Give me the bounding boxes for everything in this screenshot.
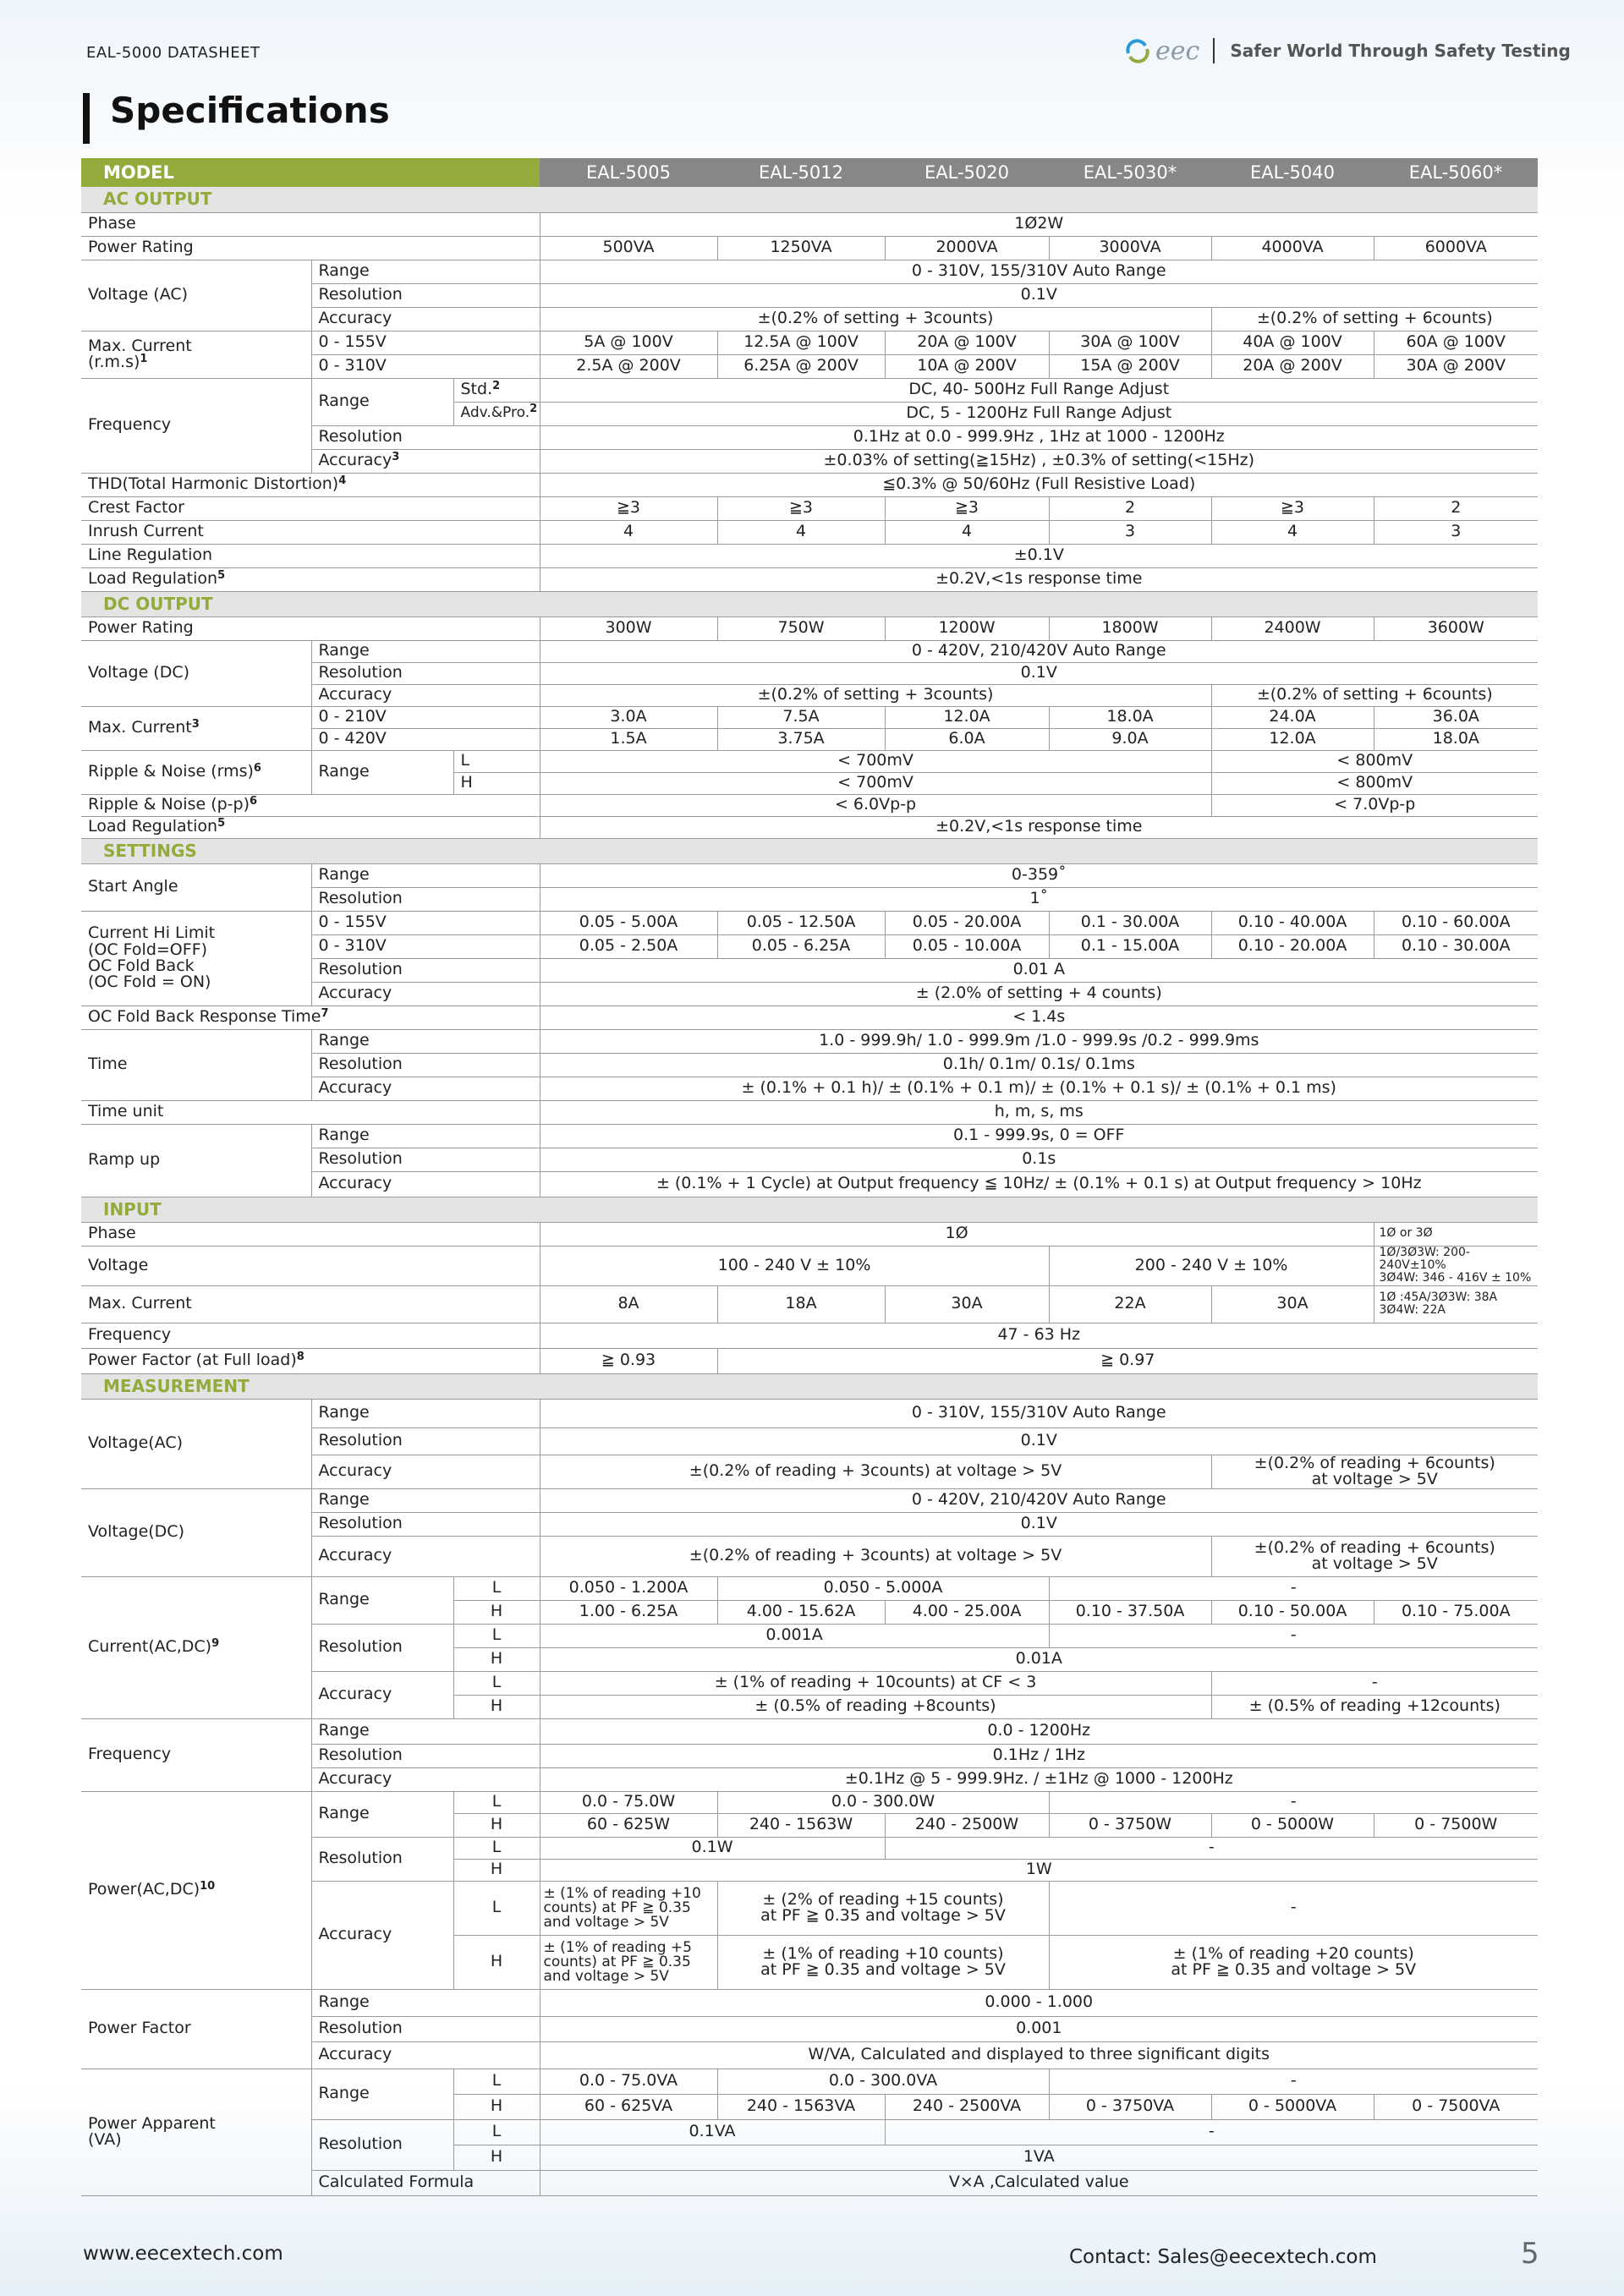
dash: -	[885, 2119, 1538, 2145]
input-pf-b: ≧ 0.97	[717, 1348, 1538, 1373]
start-angle-label: Start Angle	[81, 863, 311, 911]
meas-vac-accuracy-a: ±(0.2% of reading + 3counts) at voltage > 5V	[540, 1455, 1211, 1488]
ripple-rms-h-a: < 700mV	[540, 772, 1211, 794]
cell-value: 20A @ 100V	[885, 331, 1049, 354]
meas-freq-label: Frequency	[81, 1718, 311, 1791]
cell-value: ≧3	[540, 496, 717, 520]
range-label: Range	[311, 1989, 540, 2016]
input-voltage-c: 1Ø/3Ø3W: 200-240V±10% 3Ø4W: 346 - 416V ± 10%	[1374, 1246, 1538, 1285]
freq-std-value: DC, 40- 500Hz Full Range Adjust	[540, 378, 1538, 402]
meas-power-acc-h1: ± (1% of reading +5 counts) at PF ≧ 0.35 and voltage > 5V	[540, 1935, 717, 1989]
l-label: L	[453, 1791, 540, 1813]
meas-power-res-h: 1W	[540, 1859, 1538, 1881]
cell-value: 0.10 - 30.00A	[1374, 934, 1538, 958]
cell-value: 24.0A	[1211, 706, 1374, 728]
cell-value: ≧3	[717, 496, 885, 520]
range-label: Range	[311, 863, 540, 887]
dc-voltage-accuracy-b: ±(0.2% of setting + 6counts)	[1211, 684, 1538, 706]
thd-value: ≦0.3% @ 50/60Hz (Full Resistive Load)	[540, 473, 1538, 496]
resolution-label: Resolution	[311, 958, 540, 982]
crest-factor-label: Crest Factor	[81, 496, 540, 520]
cell-value: 3.0A	[540, 706, 717, 728]
time-unit-value: h, m, s, ms	[540, 1100, 1538, 1124]
cell-value: 240 - 1563W	[717, 1813, 885, 1837]
cell-value: 240 - 2500W	[885, 1813, 1049, 1837]
range-label: Range	[311, 1399, 540, 1427]
section-ac-output: AC OUTPUT	[81, 187, 1538, 212]
cell-value: 2000VA	[885, 236, 1049, 260]
meas-power-acc-l2: ± (2% of reading +15 counts) at PF ≧ 0.35 and voltage > 5V	[717, 1881, 1049, 1935]
dash: -	[1049, 1624, 1538, 1647]
meas-pf-label: Power Factor	[81, 1989, 311, 2069]
oc-response-value: < 1.4s	[540, 1006, 1538, 1029]
cell-value: 60A @ 100V	[1374, 331, 1538, 354]
model-name: EAL-5012	[717, 158, 885, 187]
ac-voltage-resolution: 0.1V	[540, 283, 1538, 307]
cell-value: 0.10 - 75.00A	[1374, 1600, 1538, 1624]
range-label: Range	[311, 640, 540, 662]
dc-voltage-range: 0 - 420V, 210/420V Auto Range	[540, 640, 1538, 662]
cell-value: 6000VA	[1374, 236, 1538, 260]
cell-value: 3600W	[1374, 616, 1538, 640]
dc-load-regulation-value: ±0.2V,<1s response time	[540, 816, 1538, 838]
meas-current-res-h: 0.01A	[540, 1647, 1538, 1671]
current-limit-accuracy: ± (2.0% of setting + 4 counts)	[540, 982, 1538, 1006]
range-label: Range	[311, 750, 453, 794]
cell-value: 60 - 625VA	[540, 2094, 717, 2119]
l-label: L	[453, 1671, 540, 1695]
range-label: Range	[311, 1029, 540, 1053]
brand-tagline: Safer World Through Safety Testing	[1230, 41, 1571, 61]
footer-website: www.eecextech.com	[83, 2243, 283, 2265]
meas-power-acc-h2: ± (1% of reading +10 counts) at PF ≧ 0.35 and voltage > 5V	[717, 1935, 1049, 1989]
cell-value: 3.75A	[717, 728, 885, 750]
cell-value: 1800W	[1049, 616, 1211, 640]
meas-power-range-l2: 0.0 - 300.0W	[717, 1791, 1049, 1813]
h-label: H	[453, 2145, 540, 2170]
dc-current-range-210: 0 - 210V	[311, 706, 540, 728]
ac-frequency-label: Frequency	[81, 378, 311, 473]
h-label: H	[453, 2094, 540, 2119]
resolution-label: Resolution	[311, 1512, 540, 1536]
time-range: 1.0 - 999.9h/ 1.0 - 999.9m /1.0 - 999.9s /0.2 - 999.9ms	[540, 1029, 1538, 1053]
resolution-label: Resolution	[311, 662, 540, 684]
meas-pf-accuracy: W/VA, Calculated and displayed to three significant digits	[540, 2041, 1538, 2069]
model-name: EAL-5040	[1211, 158, 1374, 187]
accuracy-label: Accuracy$^3$	[311, 449, 540, 473]
start-angle-resolution: 1˚	[540, 887, 1538, 911]
cell-value: 0.05 - 20.00A	[885, 911, 1049, 934]
resolution-label: Resolution	[311, 425, 540, 449]
time-unit-label: Time unit	[81, 1100, 540, 1124]
meas-current-acc-h-b: ± (0.5% of reading +12counts)	[1211, 1695, 1538, 1718]
cell-value: 0 - 5000W	[1211, 1813, 1374, 1837]
range-label: Range	[311, 2069, 453, 2119]
cell-value: 4	[885, 520, 1049, 544]
input-pf-label: Power Factor (at Full load)$^8$	[81, 1348, 540, 1373]
dash: -	[1049, 2069, 1538, 2094]
cell-value: 4	[717, 520, 885, 544]
page-title: Specifications	[110, 90, 390, 131]
dc-voltage-accuracy-a: ±(0.2% of setting + 3counts)	[540, 684, 1211, 706]
cell-value: 4	[540, 520, 717, 544]
model-label: MODEL	[81, 158, 540, 187]
meas-vac-resolution: 0.1V	[540, 1427, 1538, 1455]
range-label: Range	[311, 1488, 540, 1512]
meas-vac-accuracy-b: ±(0.2% of reading + 6counts) at voltage > 5V	[1211, 1455, 1538, 1488]
cell-value: 0.10 - 37.50A	[1049, 1600, 1211, 1624]
resolution-label: Resolution	[311, 1744, 540, 1767]
cell-value: 12.5A @ 100V	[717, 331, 885, 354]
input-voltage-b: 200 - 240 V ± 10%	[1049, 1246, 1374, 1285]
cell-value: 1200W	[885, 616, 1049, 640]
range-label: Range	[311, 378, 453, 425]
cell-value: 1.5A	[540, 728, 717, 750]
ac-voltage-accuracy-a: ±(0.2% of setting + 3counts)	[540, 307, 1211, 331]
cell-value: 0.05 - 2.50A	[540, 934, 717, 958]
model-header-row	[81, 158, 1538, 187]
cell-value: 18.0A	[1374, 728, 1538, 750]
freq-adv-label: Adv.&Pro.$^2$	[453, 402, 540, 425]
input-phase-b: 1Ø or 3Ø	[1374, 1222, 1538, 1246]
time-label: Time	[81, 1029, 311, 1100]
cell-value: 4000VA	[1211, 236, 1374, 260]
cell-value: 0.10 - 20.00A	[1211, 934, 1374, 958]
cell-value: 750W	[717, 616, 885, 640]
dash: -	[1211, 1671, 1538, 1695]
meas-vdc-range: 0 - 420V, 210/420V Auto Range	[540, 1488, 1538, 1512]
cell-value: 22A	[1049, 1285, 1211, 1323]
cell-value: 1250VA	[717, 236, 885, 260]
cell-value: 30A	[1211, 1285, 1374, 1323]
meas-vdc-resolution: 0.1V	[540, 1512, 1538, 1536]
freq-adv-value: DC, 5 - 1200Hz Full Range Adjust	[540, 402, 1538, 425]
ac-phase-label: Phase	[81, 212, 540, 236]
h-label: H	[453, 772, 540, 794]
accuracy-label: Accuracy	[311, 1536, 540, 1576]
resolution-label: Resolution	[311, 1837, 453, 1881]
range-label: Range	[311, 1576, 453, 1624]
page-number: 5	[1521, 2237, 1539, 2271]
footer-contact: Contact: Sales@eecextech.com	[1069, 2246, 1377, 2268]
cell-value: 0.1 - 30.00A	[1049, 911, 1211, 934]
cell-value: 0.10 - 60.00A	[1374, 911, 1538, 934]
section-input: INPUT	[81, 1197, 1538, 1222]
cell-value: 0.10 - 50.00A	[1211, 1600, 1374, 1624]
eec-logo-icon	[1125, 38, 1150, 63]
input-voltage-a: 100 - 240 V ± 10%	[540, 1246, 1049, 1285]
dash: -	[885, 1837, 1538, 1859]
cell-value: 9.0A	[1049, 728, 1211, 750]
cell-value: 500VA	[540, 236, 717, 260]
section-settings: SETTINGS	[81, 838, 1538, 863]
cell-value: 4	[1211, 520, 1374, 544]
cell-value: 12.0A	[885, 706, 1049, 728]
l-label: L	[453, 1837, 540, 1859]
ac-current-range-310: 0 - 310V	[311, 354, 540, 378]
cell-value: 0.05 - 12.50A	[717, 911, 885, 934]
accuracy-label: Accuracy	[311, 1881, 453, 1989]
resolution-label: Resolution	[311, 1624, 453, 1671]
ramp-accuracy: ± (0.1% + 1 Cycle) at Output frequency ≦ 10Hz/ ± (0.1% + 0.1 s) at Output frequency > 10Hz	[540, 1171, 1538, 1197]
resolution-label: Resolution	[311, 2016, 540, 2041]
cell-value: 3	[1374, 520, 1538, 544]
model-name: EAL-5020	[885, 158, 1049, 187]
ripple-rms-l-b: < 800mV	[1211, 750, 1538, 772]
spec-table	[81, 158, 1538, 2196]
cell-value: 4.00 - 25.00A	[885, 1600, 1049, 1624]
setting-range-310: 0 - 310V	[311, 934, 540, 958]
cell-value: 2400W	[1211, 616, 1374, 640]
h-label: H	[453, 1647, 540, 1671]
cell-value: 5A @ 100V	[540, 331, 717, 354]
input-frequency-value: 47 - 63 Hz	[540, 1323, 1538, 1348]
meas-power-acc-l1: ± (1% of reading +10 counts) at PF ≧ 0.35 and voltage > 5V	[540, 1881, 717, 1935]
cell-value: 30A	[885, 1285, 1049, 1323]
meas-vdc-accuracy-b: ±(0.2% of reading + 6counts) at voltage > 5V	[1211, 1536, 1538, 1576]
cell-value: 0 - 7500VA	[1374, 2094, 1538, 2119]
accuracy-label: Accuracy	[311, 1767, 540, 1791]
accuracy-label: Accuracy	[311, 1455, 540, 1488]
cell-value: 0.05 - 10.00A	[885, 934, 1049, 958]
cell-value: 0.10 - 40.00A	[1211, 911, 1374, 934]
time-accuracy: ± (0.1% + 0.1 h)/ ± (0.1% + 0.1 m)/ ± (0.1% + 0.1 s)/ ± (0.1% + 0.1 ms)	[540, 1077, 1538, 1100]
meas-freq-accuracy: ±0.1Hz @ 5 - 999.9Hz. / ±1Hz @ 1000 - 1200Hz	[540, 1767, 1538, 1791]
cell-value: ≧3	[1211, 496, 1374, 520]
dash: -	[1049, 1791, 1538, 1813]
cell-value: 6.0A	[885, 728, 1049, 750]
current-limit-label: Current Hi Limit (OC Fold=OFF) OC Fold Back (OC Fold = ON)	[81, 911, 311, 1006]
range-label: Range	[311, 1718, 540, 1744]
ripple-rms-l-a: < 700mV	[540, 750, 1211, 772]
ac-max-current-label: Max. Current $(r.m.s)^1$	[81, 331, 311, 378]
cell-value: 240 - 1563VA	[717, 2094, 885, 2119]
ac-voltage-range: 0 - 310V, 155/310V Auto Range	[540, 260, 1538, 283]
cell-value: 8A	[540, 1285, 717, 1323]
ripple-rms-label: Ripple & Noise (rms)$^6$	[81, 750, 311, 794]
dash: -	[1049, 1881, 1538, 1935]
dc-load-regulation-label: Load Regulation$^5$	[81, 816, 540, 838]
line-regulation-label: Line Regulation	[81, 544, 540, 567]
accuracy-label: Accuracy	[311, 982, 540, 1006]
ac-voltage-accuracy-b: ±(0.2% of setting + 6counts)	[1211, 307, 1538, 331]
ripple-pp-a: < 6.0Vp-p	[540, 794, 1211, 816]
freq-std-label: Std.$^2$	[453, 378, 540, 402]
meas-power-label: $Power(AC,DC)^{10}$	[81, 1791, 311, 1989]
range-label: Range	[311, 260, 540, 283]
cell-value: 30A @ 100V	[1049, 331, 1211, 354]
meas-current-range-l2: 0.050 - 5.000A	[717, 1576, 1049, 1600]
cell-value: 6.25A @ 200V	[717, 354, 885, 378]
h-label: H	[453, 1695, 540, 1718]
meas-current-range-l1: 0.050 - 1.200A	[540, 1576, 717, 1600]
l-label: L	[453, 1576, 540, 1600]
h-label: H	[453, 1600, 540, 1624]
input-max-current-label: Max. Current	[81, 1285, 540, 1323]
dc-voltage-resolution: 0.1V	[540, 662, 1538, 684]
l-label: L	[453, 750, 540, 772]
h-label: H	[453, 1935, 540, 1989]
meas-va-formula: V×A ,Calculated value	[540, 2170, 1538, 2195]
cell-value: 7.5A	[717, 706, 885, 728]
ac-current-range-155: 0 - 155V	[311, 331, 540, 354]
cell-value: 4.00 - 15.62A	[717, 1600, 885, 1624]
range-label: Range	[311, 1124, 540, 1148]
ac-load-regulation-value: ±0.2V,<1s response time	[540, 567, 1538, 591]
meas-current-res-l: 0.001A	[540, 1624, 1049, 1647]
input-frequency-label: Frequency	[81, 1323, 540, 1348]
brand-name: eec	[1155, 36, 1200, 66]
section-dc-output: DC OUTPUT	[81, 591, 1538, 616]
cell-value: 3000VA	[1049, 236, 1211, 260]
cell-value: 0.05 - 5.00A	[540, 911, 717, 934]
current-limit-resolution: 0.01 A	[540, 958, 1538, 982]
meas-va-res-l: 0.1VA	[540, 2119, 885, 2145]
cell-value: 10A @ 200V	[885, 354, 1049, 378]
input-voltage-label: Voltage	[81, 1246, 540, 1285]
meas-power-acc-h3: ± (1% of reading +20 counts) at PF ≧ 0.35 and voltage > 5V	[1049, 1935, 1538, 1989]
l-label: L	[453, 1624, 540, 1647]
doc-header-title: EAL-5000 DATASHEET	[86, 44, 261, 62]
dc-max-current-label: Max. Current$^3$	[81, 706, 311, 750]
cell-value: 18A	[717, 1285, 885, 1323]
meas-freq-range: 0.0 - 1200Hz	[540, 1718, 1538, 1744]
dc-voltage-label: Voltage (DC)	[81, 640, 311, 706]
ripple-rms-h-b: < 800mV	[1211, 772, 1538, 794]
cell-value: 3	[1049, 520, 1211, 544]
model-name: EAL-5060*	[1374, 158, 1538, 187]
brand-divider	[1213, 38, 1215, 63]
brand-logo	[1125, 34, 1571, 68]
meas-vac-label: Voltage(AC)	[81, 1399, 311, 1488]
cell-value: 1.00 - 6.25A	[540, 1600, 717, 1624]
range-label: Range	[311, 1791, 453, 1837]
line-regulation-value: ±0.1V	[540, 544, 1538, 567]
cell-value: 2.5A @ 200V	[540, 354, 717, 378]
meas-va-formula-label: Calculated Formula	[311, 2170, 540, 2195]
resolution-label: Resolution	[311, 887, 540, 911]
resolution-label: Resolution	[311, 1053, 540, 1077]
meas-power-res-l: 0.1W	[540, 1837, 885, 1859]
cell-value: 2	[1374, 496, 1538, 520]
resolution-label: Resolution	[311, 1427, 540, 1455]
resolution-label: Resolution	[311, 283, 540, 307]
ripple-pp-label: Ripple & Noise $(p-p)^6$	[81, 794, 540, 816]
start-angle-range: 0-359˚	[540, 863, 1538, 887]
meas-vdc-accuracy-a: ±(0.2% of reading + 3counts) at voltage > 5V	[540, 1536, 1211, 1576]
meas-va-range-l1: 0.0 - 75.0VA	[540, 2069, 717, 2094]
cell-value: 15A @ 200V	[1049, 354, 1211, 378]
cell-value: 0 - 5000VA	[1211, 2094, 1374, 2119]
cell-value: 60 - 625W	[540, 1813, 717, 1837]
meas-vac-range: 0 - 310V, 155/310V Auto Range	[540, 1399, 1538, 1427]
cell-value: 0.05 - 6.25A	[717, 934, 885, 958]
dash: -	[1049, 1576, 1538, 1600]
resolution-label: Resolution	[311, 2119, 453, 2170]
input-max-current-c: 1Ø :45A/3Ø3W: 38A 3Ø4W: 22A	[1374, 1285, 1538, 1323]
cell-value: 0.1 - 15.00A	[1049, 934, 1211, 958]
meas-freq-resolution: 0.1Hz / 1Hz	[540, 1744, 1538, 1767]
meas-va-res-h: 1VA	[540, 2145, 1538, 2170]
oc-response-label: OC Fold Back Response Time$^7$	[81, 1006, 540, 1029]
ramp-range: 0.1 - 999.9s, 0 = OFF	[540, 1124, 1538, 1148]
cell-value: 30A @ 200V	[1374, 354, 1538, 378]
cell-value: 0 - 3750VA	[1049, 2094, 1211, 2119]
model-name: EAL-5005	[540, 158, 717, 187]
cell-value: 12.0A	[1211, 728, 1374, 750]
ac-power-rating-label: Power Rating	[81, 236, 540, 260]
meas-current-acc-h-a: ± (0.5% of reading +8counts)	[540, 1695, 1211, 1718]
meas-current-acc-l: ± (1% of reading + 10counts) at CF < 3	[540, 1671, 1211, 1695]
l-label: L	[453, 2119, 540, 2145]
h-label: H	[453, 1859, 540, 1881]
cell-value: 20A @ 200V	[1211, 354, 1374, 378]
thd-label: THD(Total Harmonic Distortion)$^4$	[81, 473, 540, 496]
ac-phase-value: 1Ø2W	[540, 212, 1538, 236]
meas-power-range-l1: 0.0 - 75.0W	[540, 1791, 717, 1813]
dc-power-rating-label: Power Rating	[81, 616, 540, 640]
meas-current-label: $Current(AC,DC)^9$	[81, 1576, 311, 1718]
accuracy-label: Accuracy	[311, 2041, 540, 2069]
l-label: L	[453, 1881, 540, 1935]
dc-current-range-420: 0 - 420V	[311, 728, 540, 750]
time-resolution: 0.1h/ 0.1m/ 0.1s/ 0.1ms	[540, 1053, 1538, 1077]
l-label: L	[453, 2069, 540, 2094]
model-name: EAL-5030*	[1049, 158, 1211, 187]
ramp-label: Ramp up	[81, 1124, 311, 1197]
meas-vdc-label: Voltage(DC)	[81, 1488, 311, 1576]
freq-accuracy: ±0.03% of setting(≧15Hz) , ±0.3% of setting(<15Hz)	[540, 449, 1538, 473]
meas-va-range-l2: 0.0 - 300.0VA	[717, 2069, 1049, 2094]
freq-resolution: 0.1Hz at 0.0 - 999.9Hz , 1Hz at 1000 - 1200Hz	[540, 425, 1538, 449]
input-pf-a: ≧ 0.93	[540, 1348, 717, 1373]
cell-value: 0 - 7500W	[1374, 1813, 1538, 1837]
ac-voltage-label: Voltage (AC)	[81, 260, 311, 331]
input-phase-a: 1Ø	[540, 1222, 1374, 1246]
cell-value: 240 - 2500VA	[885, 2094, 1049, 2119]
input-phase-label: Phase	[81, 1222, 540, 1246]
setting-range-155: 0 - 155V	[311, 911, 540, 934]
meas-pf-resolution: 0.001	[540, 2016, 1538, 2041]
accuracy-label: Accuracy	[311, 1171, 540, 1197]
cell-value: 40A @ 100V	[1211, 331, 1374, 354]
cell-value: 36.0A	[1374, 706, 1538, 728]
accuracy-label: Accuracy	[311, 1671, 453, 1718]
accuracy-label: Accuracy	[311, 684, 540, 706]
cell-value: 18.0A	[1049, 706, 1211, 728]
h-label: H	[453, 1813, 540, 1837]
meas-pf-range: 0.000 - 1.000	[540, 1989, 1538, 2016]
cell-value: ≧3	[885, 496, 1049, 520]
cell-value: 300W	[540, 616, 717, 640]
meas-va-label: Power Apparent (VA)	[81, 2069, 311, 2195]
accuracy-label: Accuracy	[311, 307, 540, 331]
ripple-pp-b: < 7.0Vp-p	[1211, 794, 1538, 816]
cell-value: 0 - 3750W	[1049, 1813, 1211, 1837]
inrush-label: Inrush Current	[81, 520, 540, 544]
section-measurement: MEASUREMENT	[81, 1373, 1538, 1399]
accuracy-label: Accuracy	[311, 1077, 540, 1100]
title-accent-bar	[83, 93, 90, 144]
cell-value: 2	[1049, 496, 1211, 520]
ac-load-regulation-label: Load Regulation$^5$	[81, 567, 540, 591]
ramp-resolution: 0.1s	[540, 1148, 1538, 1171]
resolution-label: Resolution	[311, 1148, 540, 1171]
